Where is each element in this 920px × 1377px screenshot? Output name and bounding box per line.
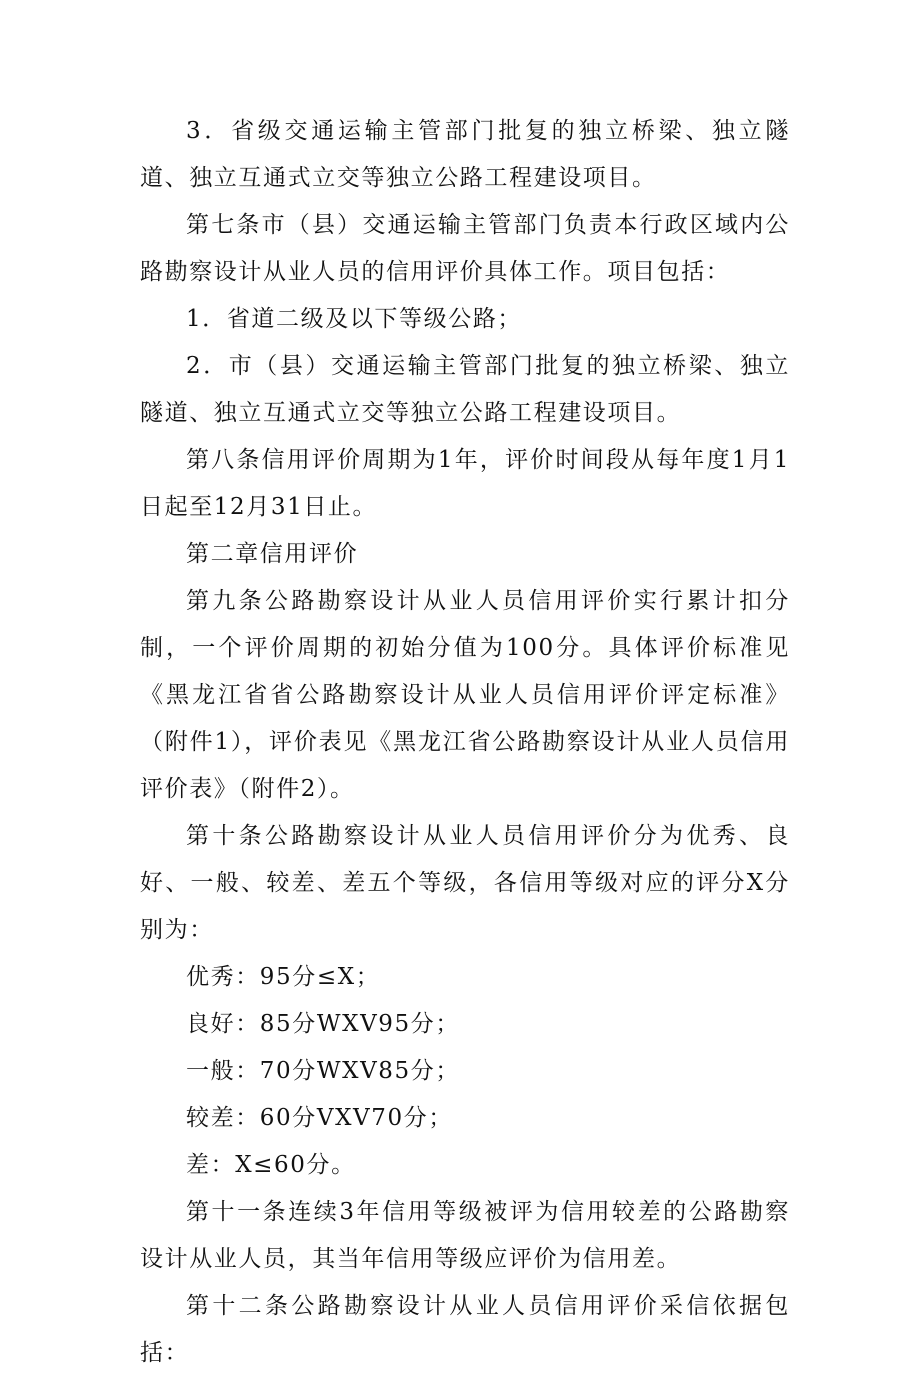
paragraph-item-2-city-projects: 2．市（县）交通运输主管部门批复的独立桥梁、独立隧道、独立互通式立交等独立公路工程建设项目。 bbox=[140, 353, 790, 426]
article-11: 第十一条连续3年信用等级被评为信用较差的公路勘察设计从业人员，其当年信用等级应评价为信用差。 bbox=[140, 1199, 790, 1272]
paragraph-item-3-provincial-projects: 3．省级交通运输主管部门批复的独立桥梁、独立隧道、独立互通式立交等独立公路工程建设项目。 bbox=[140, 118, 790, 191]
grade-average: 一般：70分WXV85分； bbox=[186, 1058, 460, 1084]
article-7: 第七条市（县）交通运输主管部门负责本行政区域内公路勘察设计从业人员的信用评价具体工作。项目包括： bbox=[140, 212, 790, 285]
article-12: 第十二条公路勘察设计从业人员信用评价采信依据包括： bbox=[140, 1293, 790, 1366]
article-9: 第九条公路勘察设计从业人员信用评价实行累计扣分制，一个评价周期的初始分值为100分。具体评价标准见《黑龙江省省公路勘察设计从业人员信用评价评定标准》（附件1），评价表见《黑龙江省公路勘察设计从业人员信用评价表》（附件2）。 bbox=[140, 588, 790, 802]
article-8: 第八条信用评价周期为1年，评价时间段从每年度1月1日起至12月31日止。 bbox=[140, 447, 790, 520]
grade-bad: 差：X≤60分。 bbox=[186, 1152, 356, 1178]
article-10: 第十条公路勘察设计从业人员信用评价分为优秀、良好、一般、较差、差五个等级，各信用等级对应的评分X分别为： bbox=[140, 823, 790, 943]
grade-poor: 较差：60分VXV70分； bbox=[186, 1105, 453, 1131]
paragraph-item-1-provincial-roads: 1．省道二级及以下等级公路； bbox=[186, 306, 523, 332]
document-body bbox=[140, 108, 790, 1377]
chapter-2-heading: 第二章信用评价 bbox=[186, 541, 359, 567]
grade-excellent: 优秀：95分≤X； bbox=[186, 964, 381, 990]
grade-good: 良好：85分WXV95分； bbox=[186, 1011, 460, 1037]
